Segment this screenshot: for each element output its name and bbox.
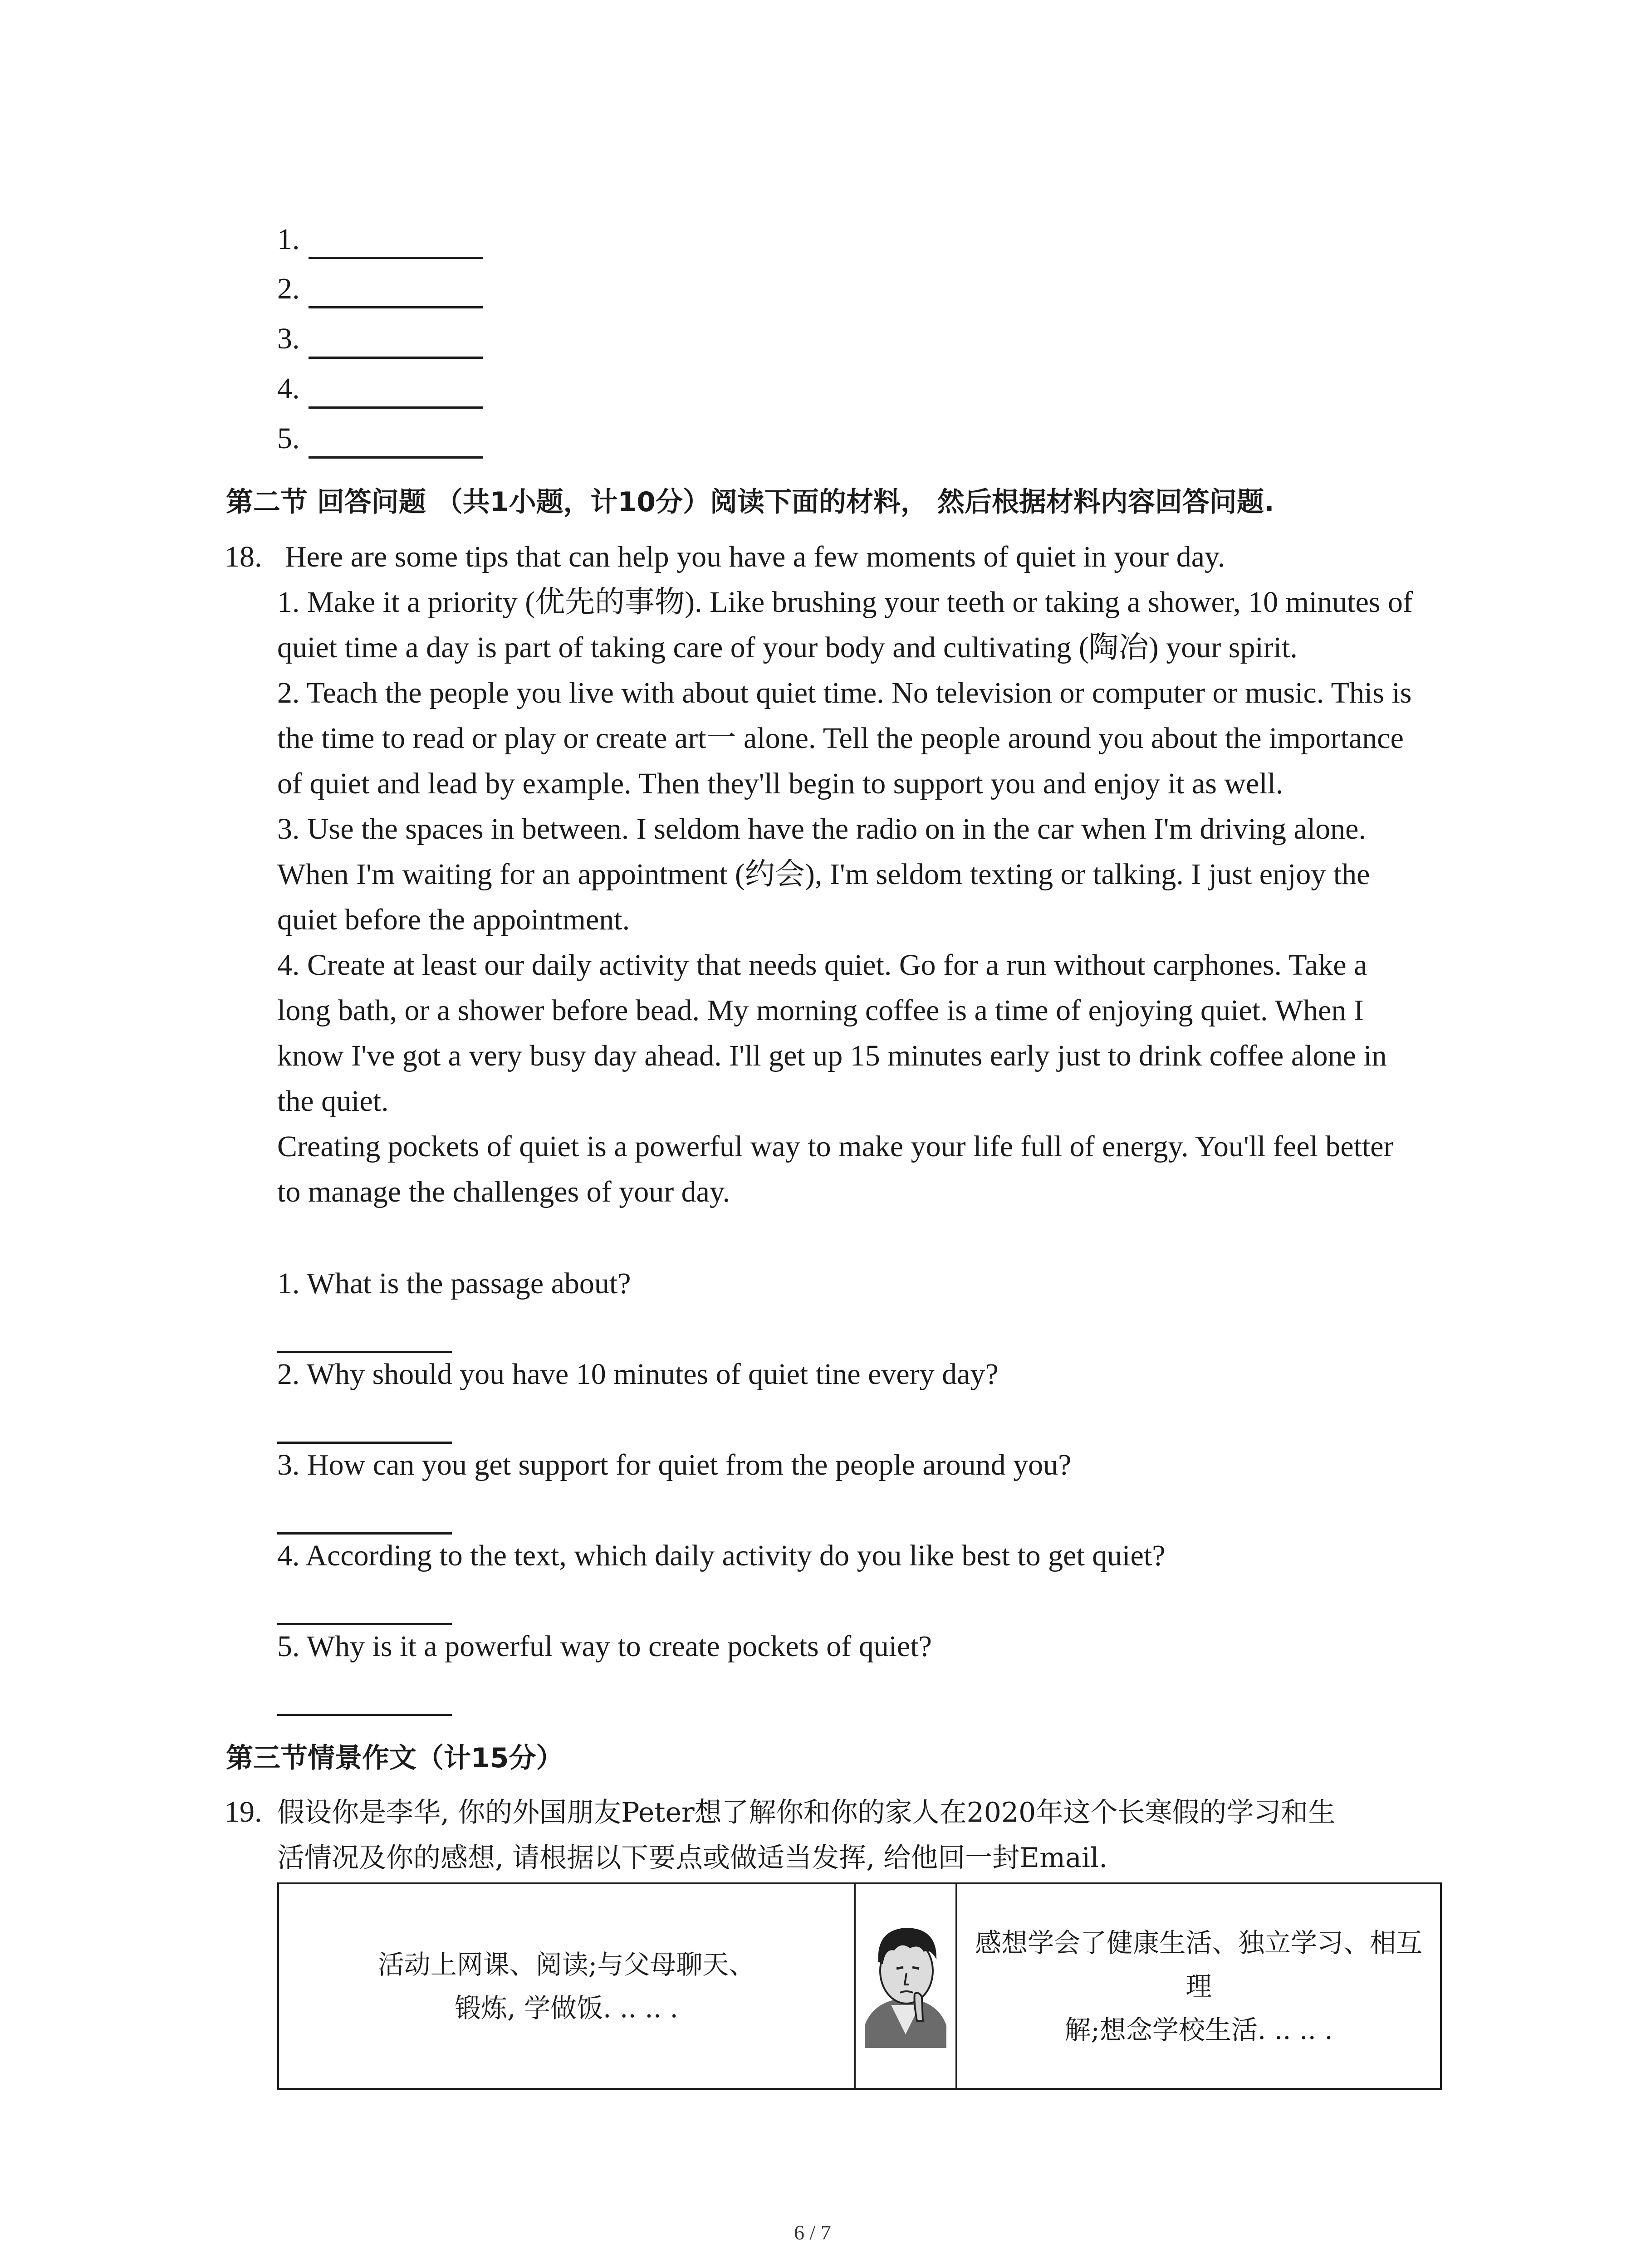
thoughts-cell — [956, 1883, 1441, 2089]
section-heading: 第二节 回答问题 （共1小题，计10分）阅读下面的材料， 然后根据材料内容回答问题. — [226, 486, 1274, 518]
passage-line: quiet before the appointment. — [277, 903, 630, 936]
section-heading: 第三节情景作文（计15分） — [226, 1742, 563, 1774]
comprehension-question: 2. Why should you have 10 minutes of quiet tine every day? — [277, 1358, 999, 1391]
passage-line: of quiet and lead by example. Then they'll begin to support you and enjoy it as well. — [277, 767, 1283, 800]
answer-blank-2[interactable] — [309, 306, 483, 308]
activities-text: 活动上网课、阅读;与父母聊天、 — [377, 1949, 755, 1980]
thinking-person-icon — [856, 1912, 955, 2048]
answer-item-5 — [277, 416, 300, 461]
answer-number: 2. — [277, 272, 300, 305]
question-prompt: 活情况及你的感想, 请根据以下要点或做适当发挥, 给他回一封Email. — [277, 1842, 1108, 1874]
comprehension-question: 4. According to the text, which daily activity do you like best to get quiet? — [277, 1539, 1166, 1572]
passage-line: to manage the challenges of your day. — [277, 1175, 730, 1208]
answer-number: 1. — [277, 223, 300, 256]
answer-item-2 — [277, 266, 300, 312]
answer-item-4 — [277, 366, 300, 411]
answer-blank-3[interactable] — [309, 357, 483, 359]
answer-item-3 — [277, 316, 300, 362]
passage-line: the quiet. — [277, 1085, 389, 1118]
answer-number: 4. — [277, 372, 300, 405]
question-prompt: 假设你是李华, 你的外国朋友Peter想了解你和你的家人在2020年这个长寒假的学习和生 — [277, 1797, 1336, 1828]
answer-blank-4[interactable] — [309, 406, 483, 409]
passage-line: 3. Use the spaces in between. I seldom have the radio on in the car when I'm driving alone. — [277, 812, 1366, 846]
passage-line: know I've got a very busy day ahead. I'll get up 15 minutes early just to drink coffee alone in — [277, 1039, 1387, 1072]
passage-line: 2. Teach the people you live with about quiet time. No television or computer or music. This is — [277, 676, 1412, 709]
comprehension-question: 3. How can you get support for quiet from the people around you? — [277, 1448, 1072, 1481]
passage-line: Creating pockets of quiet is a powerful way to make your life full of energy. You'll feel better — [277, 1130, 1394, 1163]
illustration-cell — [855, 1883, 956, 2089]
passage-line: quiet time a day is part of taking care of your body and cultivating (陶冶) your spirit. — [277, 631, 1298, 664]
answer-blank-1[interactable] — [309, 257, 483, 259]
passage-line: 4. Create at least our daily activity that needs quiet. Go for a run without carphones. Take a — [277, 948, 1367, 982]
thoughts-text: 解;想念学校生活. .. .. . — [1064, 2014, 1333, 2045]
question-number: 18. — [225, 540, 262, 573]
activities-cell — [278, 1883, 855, 2089]
passage-line: 1. Make it a priority (优先的事物). Like brushing your teeth or taking a shower, 10 minutes of — [277, 586, 1413, 619]
passage-line: long bath, or a shower before bead. My morning coffee is a time of enjoying quiet. When I — [277, 994, 1364, 1027]
passage-line: When I'm waiting for an appointment (约会), I'm seldom texting or talking. I just enjoy the — [277, 858, 1370, 891]
answer-item-1 — [277, 217, 300, 262]
answer-blank[interactable] — [277, 1714, 452, 1716]
answer-blank-5[interactable] — [309, 456, 483, 459]
activities-text: 锻炼, 学做饭. .. .. . — [455, 1992, 678, 2024]
question-intro: Here are some tips that can help you have a few moments of quiet in your day. — [285, 540, 1225, 573]
page-number: 6 / 7 — [794, 2221, 831, 2244]
comprehension-question: 5. Why is it a powerful way to create pockets of quiet? — [277, 1630, 932, 1663]
answer-number: 5. — [277, 422, 300, 455]
question-number: 19. — [225, 1795, 262, 1828]
answer-number: 3. — [277, 322, 300, 355]
thoughts-text: 感想学会了健康生活、独立学习、相互理 — [975, 1927, 1423, 2002]
passage-line: the time to read or play or create art一 alone. Tell the people around you about the importance — [277, 722, 1404, 755]
comprehension-question: 1. What is the passage about? — [277, 1267, 631, 1300]
writing-prompt-table — [277, 1882, 1442, 2090]
